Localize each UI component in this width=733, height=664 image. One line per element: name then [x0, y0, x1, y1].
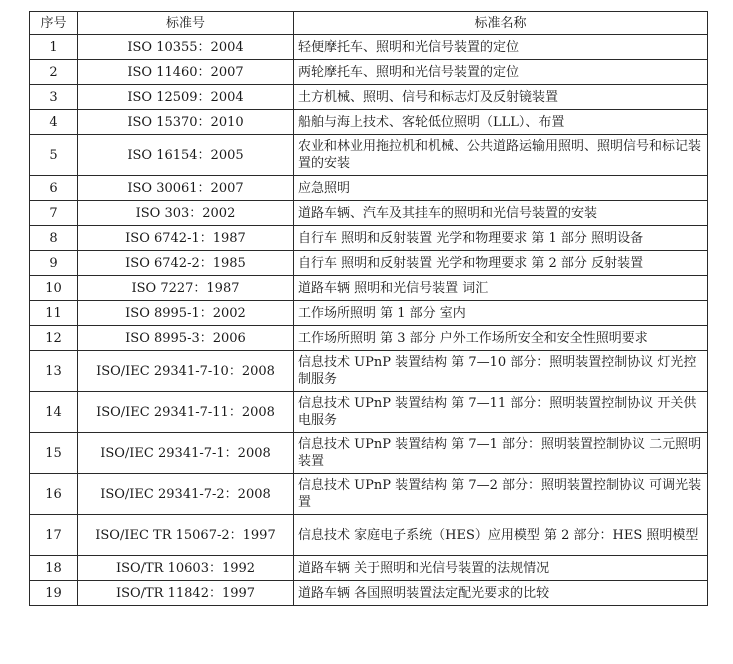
row-seq: 12: [30, 326, 78, 351]
row-seq: 4: [30, 110, 78, 135]
row-name: 两轮摩托车、照明和光信号装置的定位: [294, 60, 708, 85]
row-seq: 6: [30, 176, 78, 201]
row-seq: 19: [30, 581, 78, 606]
table-row: [30, 176, 708, 201]
row-code: ISO/TR 11842：1997: [78, 581, 294, 606]
row-name: 道路车辆、汽车及其挂车的照明和光信号装置的安装: [294, 201, 708, 226]
table-row: [30, 301, 708, 326]
row-code: ISO/IEC 29341-7-10：2008: [78, 351, 294, 392]
row-code: ISO 6742-1：1987: [78, 226, 294, 251]
row-code: ISO 6742-2：1985: [78, 251, 294, 276]
row-code: ISO/IEC TR 15067-2：1997: [78, 515, 294, 556]
table-row: [30, 276, 708, 301]
row-seq: 2: [30, 60, 78, 85]
table-row: [30, 135, 708, 176]
table-row: [30, 85, 708, 110]
row-code: ISO 16154：2005: [78, 135, 294, 176]
row-name: 信息技术 UPnP 装置结构 第 7—1 部分：照明装置控制协议 二元照明装置: [294, 433, 708, 474]
row-seq: 15: [30, 433, 78, 474]
row-seq: 9: [30, 251, 78, 276]
row-code: ISO 30061：2007: [78, 176, 294, 201]
table-row: [30, 515, 708, 556]
row-code: ISO 11460：2007: [78, 60, 294, 85]
row-name: 工作场所照明 第 1 部分 室内: [294, 301, 708, 326]
table-row: [30, 474, 708, 515]
row-name: 土方机械、照明、信号和标志灯及反射镜装置: [294, 85, 708, 110]
row-seq: 5: [30, 135, 78, 176]
row-seq: 8: [30, 226, 78, 251]
row-seq: 13: [30, 351, 78, 392]
row-seq: 18: [30, 556, 78, 581]
row-name: 信息技术 UPnP 装置结构 第 7—11 部分：照明装置控制协议 开关供电服务: [294, 392, 708, 433]
row-seq: 3: [30, 85, 78, 110]
table-row: [30, 392, 708, 433]
table-row: [30, 226, 708, 251]
table-row: [30, 35, 708, 60]
row-name: 自行车 照明和反射装置 光学和物理要求 第 2 部分 反射装置: [294, 251, 708, 276]
row-name: 农业和林业用拖拉机和机械、公共道路运输用照明、照明信号和标记装置的安装: [294, 135, 708, 176]
row-code: ISO 10355：2004: [78, 35, 294, 60]
row-name: 船舶与海上技术、客轮低位照明（LLL）、布置: [294, 110, 708, 135]
row-seq: 14: [30, 392, 78, 433]
row-seq: 10: [30, 276, 78, 301]
row-seq: 17: [30, 515, 78, 556]
row-code: ISO 8995-1：2002: [78, 301, 294, 326]
row-name: 信息技术 UPnP 装置结构 第 7—10 部分：照明装置控制协议 灯光控制服务: [294, 351, 708, 392]
table-row: [30, 556, 708, 581]
row-code: ISO/IEC 29341-7-11：2008: [78, 392, 294, 433]
row-code: ISO 303：2002: [78, 201, 294, 226]
row-seq: 1: [30, 35, 78, 60]
row-code: ISO 15370：2010: [78, 110, 294, 135]
row-code: ISO/TR 10603：1992: [78, 556, 294, 581]
table-row: [30, 581, 708, 606]
header-name: 标准名称: [294, 12, 708, 35]
row-name: 道路车辆 照明和光信号装置 词汇: [294, 276, 708, 301]
table-row: [30, 110, 708, 135]
row-name: 应急照明: [294, 176, 708, 201]
standards-document: [29, 11, 707, 606]
row-name: 信息技术 家庭电子系统（HES）应用模型 第 2 部分：HES 照明模型: [294, 515, 708, 556]
row-name: 道路车辆 关于照明和光信号装置的法规情况: [294, 556, 708, 581]
standards-table: [29, 11, 708, 606]
row-code: ISO 12509：2004: [78, 85, 294, 110]
row-code: ISO 7227：1987: [78, 276, 294, 301]
row-name: 工作场所照明 第 3 部分 户外工作场所安全和安全性照明要求: [294, 326, 708, 351]
row-name: 道路车辆 各国照明装置法定配光要求的比较: [294, 581, 708, 606]
table-row: [30, 433, 708, 474]
header-code: 标准号: [78, 12, 294, 35]
table-row: [30, 326, 708, 351]
row-name: 信息技术 UPnP 装置结构 第 7—2 部分：照明装置控制协议 可调光装置: [294, 474, 708, 515]
row-name: 轻便摩托车、照明和光信号装置的定位: [294, 35, 708, 60]
table-row: [30, 251, 708, 276]
header-seq: 序号: [30, 12, 78, 35]
table-header-row: [30, 12, 708, 35]
table-row: [30, 60, 708, 85]
row-code: ISO 8995-3：2006: [78, 326, 294, 351]
row-code: ISO/IEC 29341-7-2：2008: [78, 474, 294, 515]
row-name: 自行车 照明和反射装置 光学和物理要求 第 1 部分 照明设备: [294, 226, 708, 251]
row-seq: 7: [30, 201, 78, 226]
row-code: ISO/IEC 29341-7-1：2008: [78, 433, 294, 474]
row-seq: 16: [30, 474, 78, 515]
row-seq: 11: [30, 301, 78, 326]
table-row: [30, 351, 708, 392]
table-row: [30, 201, 708, 226]
